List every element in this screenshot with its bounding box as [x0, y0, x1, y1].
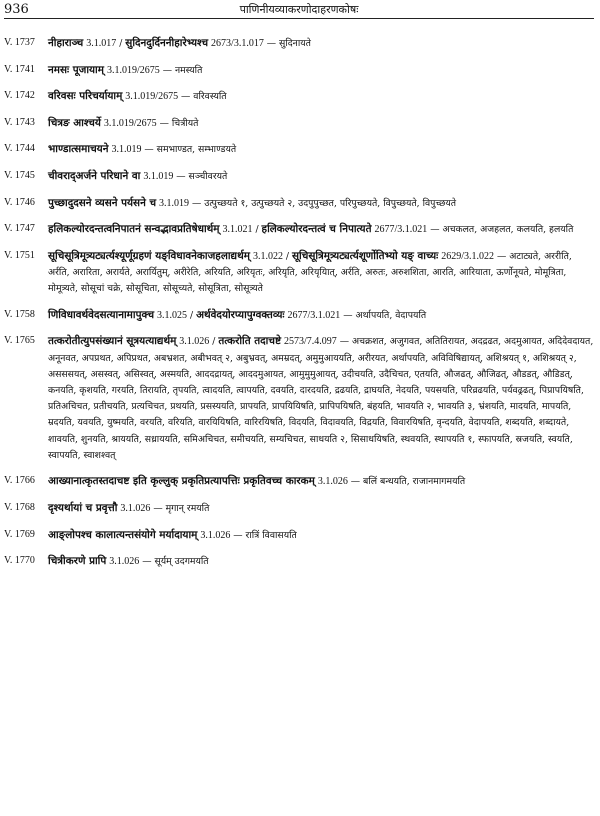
secondary-reference: 2673/3.1.017	[211, 38, 264, 49]
entry	[4, 115, 594, 132]
sutra-reference: 3.1.026	[317, 476, 348, 488]
sutra-reference: 3.1.019	[143, 170, 174, 182]
secondary-reference: 2573/7.4.097	[284, 336, 337, 348]
document-page	[0, 4, 600, 816]
entry-label: V. 1770	[4, 555, 35, 567]
entry-label: V. 1765	[4, 335, 35, 347]
entry-label: V. 1744	[4, 143, 35, 155]
entry	[4, 307, 594, 324]
sutra-reference: 3.1.025	[157, 309, 188, 321]
sutra-text: आङ्लोपश्च कालात्यन्तसंयोगे मर्यादायाम्	[48, 528, 198, 541]
sutra-text: चीवराद्अर्जने परिधाने वा	[48, 169, 141, 182]
example-list: — अटाट्यते, अररीति, अर्रति, अरारिता, अरार्यते, अरार्यितुम्, अरीरेति, अरियति, अरियृतः, अरियृति, अरियृयिात्, अर्रति, अरुतः, अरुशशिता, आरति, आरियाता, ऊर्णोनूयते, मोमूत्रिता, मोमूत्र्यते, सोसूचां चक्रे, सोसूचिता, सोसूच्यते, सोसूत्रिता, सोसूत्र्यते	[48, 250, 572, 295]
example-list: — सञ्चीवरयते	[176, 170, 228, 182]
example-list: — सूर्यम् उदगमयति	[142, 556, 209, 568]
sutra-reference: 3.1.019/2675	[106, 64, 160, 76]
separator: /	[212, 336, 219, 348]
secondary-sutra-text: तत्करोति तदाचष्टे	[218, 335, 282, 348]
entry-label: V. 1747	[4, 223, 35, 235]
example-list: — वरिवस्यति	[181, 91, 227, 103]
entry	[4, 35, 594, 52]
sutra-reference: 3.1.019	[159, 197, 190, 209]
example-list: — मृगान् रमयति	[153, 502, 210, 514]
example-list: — रात्रिं विवासयति	[233, 529, 297, 541]
entry-label: V. 1768	[4, 501, 35, 513]
separator: /	[119, 38, 126, 49]
sutra-reference: 3.1.022	[252, 250, 283, 262]
example-list: — अचक्रशत, अजुगवत, अतितिरायत, अदद्रढत, अदमुआयत, अदिदेवदायत, अनूनवत, अपप्रथत, अपिप्रथत, अबभ्रशत, अबीभवत् २, अबुभ्रवत्, अमम्रदत्, अमुमुआययति, अरीरयत, अर्थापयति, अविविषिद्यायत्, अशिश्रयत् १, अशिश्रयत् २, असससयत्, असस्वत्, असिस्वत्, अस्मयति, आददद्रायत्, आददमुआयत, आमुमुमुआयत्, उदीचयति, उदैचिचत, एतयति, औजढत्, औजिढत्, औडडत्, औडिडत्, कनयति, कृशयति, गरयति, तिरायति, तृपयति, त्वादयति, त्वापयति, दवयति, दारदयति, द्रढयति, द्राघयति, नेदयति, पयसयति, परिव्रढयति, पर्यवढ्रढत्, पिप्रापयिषति, प्रतिअचिचत, प्रतीचयति, प्रत्यचिचत, प्रथयति, प्रसस्ययति, प्रापयति, प्रापयियिषति, प्रापिपयिषति, बंहयति, भावयति २, भावयति ३, भ्रंशयति, मादयति, मापयति, म्रदयति, यवयति, युष्मयति, वरयति, वरियति, वारयियिषति, वारिरयिषति, विदयति, विदावयति, विद्रयति, विवारयिषति, वृन्दयति, वेदापयति, शब्दयति, शब्दायते, शावयति, शुनयति, श्राययति, सध्राययति, समिअचिचत, समीचयति, सम्यचिचत, साधयति २, सिसाधयिषति, स्थवयति, स्थापयति १, स्फापयति, स्रजयति, स्वयति, स्वापयति, स्वाशश्वत्	[48, 336, 594, 461]
sutra-reference: 3.1.017	[86, 38, 117, 49]
entry-label: V. 1758	[4, 308, 35, 320]
example-list: — नमस्यति	[162, 64, 203, 76]
sutra-reference: 3.1.026	[109, 556, 140, 568]
sutra-text: णिविधावर्थवेदसत्यानामापुक्च	[48, 308, 155, 321]
entry	[4, 168, 594, 185]
entry	[4, 527, 594, 544]
example-list: — चित्रीयते	[159, 117, 199, 129]
separator: /	[189, 309, 197, 321]
sutra-reference: 3.1.026	[120, 502, 151, 514]
secondary-sutra-text: सूचिसूत्रिमूत्र्यट्यर्त्यशूर्णोतिभ्यो यङ् वाच्यः	[292, 249, 439, 262]
entry-label: V. 1743	[4, 116, 35, 128]
sutra-reference: 3.1.026	[200, 529, 231, 541]
sutra-text: चित्रीकरणे प्रापि	[48, 555, 107, 568]
secondary-reference: 2677/3.1.021	[374, 224, 428, 236]
sutra-text: भाण्डात्समाचयने	[48, 143, 109, 156]
sutra-text: दृश्यर्थायां च प्रवृत्तौ	[48, 501, 118, 514]
entry	[4, 62, 594, 79]
sutra-text: पुच्छादुदसने व्यसने पर्यसने च	[48, 196, 157, 209]
sutra-text: नमसः पूजायाम्	[48, 63, 104, 76]
sutra-text: आख्यानात्कृतस्तदाचष्ट इति कृल्लुक् प्रकृतिप्रत्यापत्तिः प्रकृतिवच्च कारकम्	[48, 475, 315, 488]
secondary-sutra-text: सुदिनदुर्दिननीहारेभ्यश्च	[125, 37, 209, 49]
sutra-text: सूचिसूत्रिमूत्र्यट्यर्त्यश्यूर्णूग्रहणं यङ्विधावनेकाजहलाद्यर्थम्	[48, 249, 250, 262]
example-list: — अचकलत, अजहलत, कलयति, हलयति	[430, 224, 574, 236]
entry	[4, 473, 594, 490]
sutra-text: नीहाराञ्च	[48, 37, 84, 49]
page-number: 936	[4, 2, 29, 17]
example-list: — अर्थापयति, वेदापयति	[343, 309, 427, 321]
sutra-reference: 3.1.026	[179, 336, 210, 348]
sutra-reference: 3.1.019/2675	[125, 91, 179, 103]
sutra-text: हलिकल्योरदन्तत्वनिपातनं सन्वद्भावप्रतिषेधार्थम्	[48, 223, 220, 236]
sutra-reference: 3.1.019	[111, 144, 142, 156]
entry-label: V. 1737	[4, 37, 35, 48]
entry-label: V. 1746	[4, 196, 35, 208]
separator: /	[285, 250, 292, 262]
example-list: — उत्पुच्छयते १, उत्पुच्छयते २, उदपुपुच्छत, परिपुच्छयते, विपुच्छयते, विपुच्छयते	[192, 197, 457, 209]
entry	[4, 553, 594, 570]
sutra-text: चित्रङ आश्चर्ये	[48, 116, 101, 129]
entry	[4, 195, 594, 212]
entry	[4, 88, 594, 105]
example-list: — बलिं बन्धयति, राजानमागमयति	[350, 476, 466, 488]
entry-label: V. 1751	[4, 249, 35, 261]
entry	[4, 500, 594, 517]
entry	[4, 221, 594, 238]
sutra-reference: 3.1.019/2675	[103, 117, 157, 129]
example-list: — समभाण्डत, सम्भाण्डयते	[144, 144, 237, 156]
entry	[4, 141, 594, 158]
sutra-text: वरिवसः परिचर्यायाम्	[48, 90, 123, 103]
secondary-reference: 2629/3.1.022	[441, 250, 494, 262]
sutra-reference: 3.1.021	[222, 224, 253, 236]
secondary-reference: 2677/3.1.021	[287, 309, 341, 321]
entry-list	[4, 35, 594, 570]
entry-label: V. 1741	[4, 63, 35, 75]
entry	[4, 333, 594, 464]
entry-label: V. 1766	[4, 475, 35, 487]
secondary-sutra-text: हलिकल्योरदन्तत्वं च निपात्यते	[261, 223, 372, 236]
secondary-sutra-text: अर्थवेदयोरप्यापुग्वक्तव्यः	[196, 308, 285, 321]
entry	[4, 248, 594, 298]
entry-label: V. 1769	[4, 528, 35, 540]
separator: /	[255, 224, 262, 236]
example-list: — सुदिनायते	[266, 38, 311, 49]
entry-label: V. 1745	[4, 169, 35, 181]
page-header	[4, 4, 594, 19]
entry-label: V. 1742	[4, 90, 35, 102]
sutra-text: तत्करोतीत्युपसंख्यानं सूत्रयत्याद्यर्थम्	[48, 335, 177, 348]
running-title: पाणिनीयव्याकरणोदाहरणकोषः	[239, 3, 359, 16]
